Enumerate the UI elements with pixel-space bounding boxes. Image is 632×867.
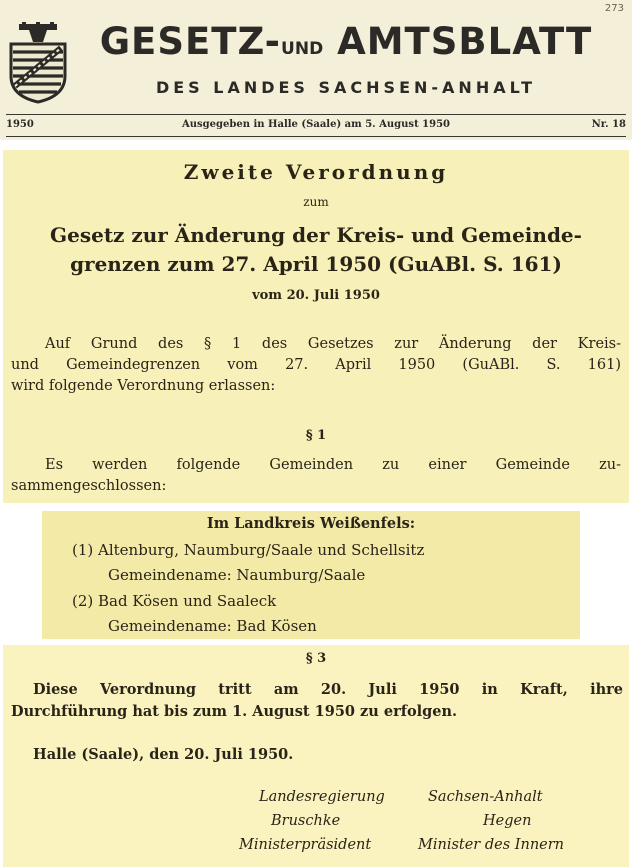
divider <box>6 114 626 115</box>
ordinance-date: vom 20. Juli 1950 <box>252 288 380 303</box>
signer-1-title: Ministerpräsident <box>239 837 372 853</box>
issue-info-row <box>6 119 626 133</box>
section-3-heading: § 3 <box>305 651 327 666</box>
signer-2-title: Minister des Innern <box>418 837 565 853</box>
title-part-small: UND <box>281 39 324 59</box>
gazette-subtitle: DES LANDES SACHSEN-ANHALT <box>155 78 537 97</box>
preamble-line-2: und Gemeindegrenzen vom 27. April 1950 (GuABl. S. 161) <box>11 357 621 373</box>
ordinance-zum: zum <box>303 195 329 209</box>
title-part-1: GESETZ- <box>99 20 282 63</box>
law-title-line-1: Gesetz zur Änderung der Kreis- und Gemeinde- <box>50 223 582 247</box>
authority-right: Sachsen-Anhalt <box>428 789 543 805</box>
section-1-heading: § 1 <box>305 428 327 443</box>
merger-item-2-name: Gemeindename: Bad Kösen <box>108 617 317 635</box>
divider <box>6 136 626 137</box>
district-panel <box>42 511 580 639</box>
issue-number: Nr. 18 <box>591 119 626 130</box>
page-number: 273 <box>604 3 624 14</box>
signer-2-name: Hegen <box>483 813 532 829</box>
place-and-date: Halle (Saale), den 20. Juli 1950. <box>33 746 294 763</box>
district-heading: Im Landkreis Weißenfels: <box>206 515 416 532</box>
merger-item-1: (1) Altenburg, Naumburg/Saale und Schellsitz <box>72 541 425 559</box>
signer-1-name: Bruschke <box>271 813 341 829</box>
closing-panel <box>3 645 629 867</box>
section-3-line-1: Diese Verordnung tritt am 20. Juli 1950 in Kraft, ihre <box>33 681 623 698</box>
masthead <box>0 0 632 140</box>
merger-item-2: (2) Bad Kösen und Saaleck <box>72 592 277 610</box>
section-1-line-2: sammengeschlossen: <box>11 478 167 494</box>
gazette-title <box>0 20 632 63</box>
ordinance-title: Zweite Verordnung <box>183 160 449 184</box>
title-part-2: AMTSBLATT <box>337 20 593 63</box>
preamble-line-3: wird folgende Verordnung erlassen: <box>11 378 276 394</box>
authority-left: Landesregierung <box>259 789 385 805</box>
merger-item-1-name: Gemeindename: Naumburg/Saale <box>108 566 366 584</box>
issue-year: 1950 <box>6 119 34 130</box>
section-3-line-2: Durchführung hat bis zum 1. August 1950 zu erfolgen. <box>11 703 458 720</box>
section-1-line-1: Es werden folgende Gemeinden zu einer Gemeinde zu- <box>45 457 621 473</box>
law-title-line-2: grenzen zum 27. April 1950 (GuABl. S. 161) <box>70 252 562 276</box>
ordinance-panel <box>3 150 629 503</box>
preamble-line-1: Auf Grund des § 1 des Gesetzes zur Änderung der Kreis- <box>45 336 621 352</box>
issue-date: Ausgegeben in Halle (Saale) am 5. August 1950 <box>182 119 450 130</box>
